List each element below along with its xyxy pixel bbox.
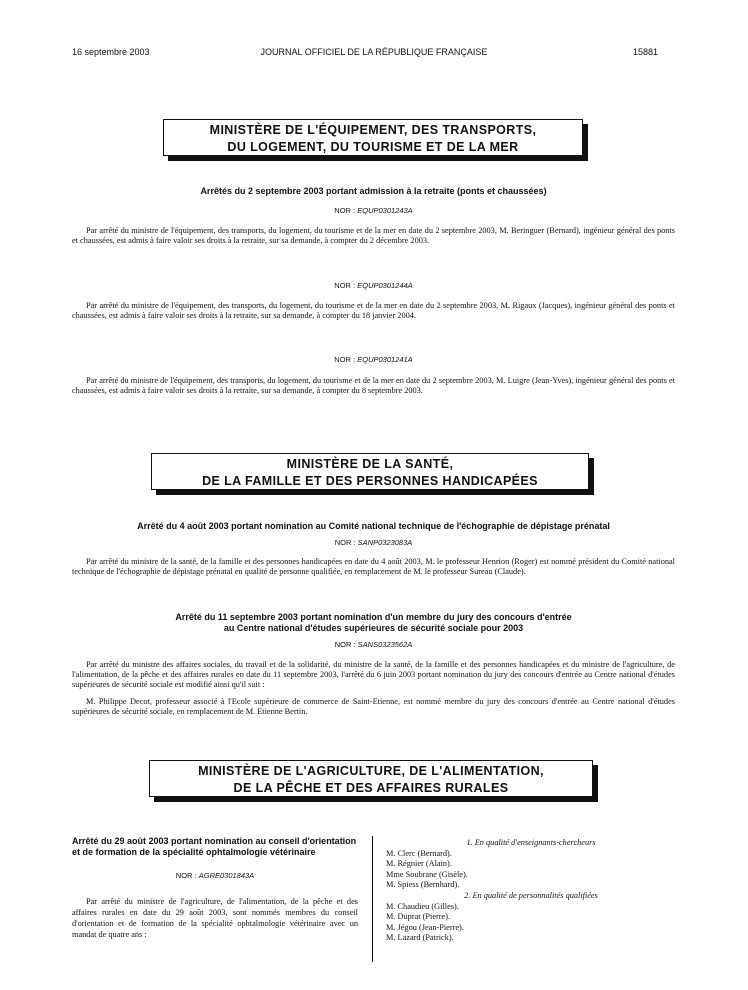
section-title-echographie: Arrêté du 4 août 2003 portant nomination au Comité national technique de l'échographie de dépistage prénatal [137,521,610,531]
arrete-paragraph: M. Philippe Decot, professeur associé à l'Ecole supérieure de commerce de Saint-Etienne, est nommé membre du jury des concours d'entrée au Centre national d'études supérieures de sécurité sociale, en remplacement de M. Etienne Bertin. [72,697,675,717]
nor-label: NOR : [334,538,356,547]
list-item: M. Chaudieu (Gilles). [386,901,459,911]
arrete-paragraph: Par arrêté du ministre de l'équipement, des transports, du logement, du tourisme et de la mer en date du 2 septembre 2003, M. Beringuer (Bernard), ingénieur général des ponts et chaussées, est admis à faire valoir ses droits à la retraite, sur sa demande, à compter du 2 décembre 2003. [72,226,675,246]
arrete-paragraph: Par arrêté du ministre de l'agriculture, de l'alimentation, de la pêche et des affaires rurales en date du 29 août 2003, sont nommés membres du conseil d'orientation et de formation de la spécialité ophtalmologie vétérinaire avec un mandat de quatre ans : [72,897,358,939]
arrete-paragraph: Par arrêté du ministre de la santé, de la famille et des personnes handicapées en date du 4 août 2003, M. le professeur Henrion (Roger) est nommé président du Comité national technique de l'échographie de dépistage prénatal en qualité de personne qualifiée, en remplacement de M. le professeur Sureau (Claude). [72,557,675,577]
section-title-ophtalmologie: Arrêté du 29 août 2003 portant nomination au conseil d'orientation et de formation de la spécialité ophtalmologie vétérinaire [72,836,357,857]
list-item: M. Duprat (Pierre). [386,912,451,922]
nor-label: NOR : [334,206,356,215]
ministry-agriculture-line1: MINISTÈRE DE L'AGRICULTURE, DE L'ALIMENTATION, [198,764,544,778]
list-item: Mme Soubrane (Gisèle). [386,869,468,879]
nor-reference [72,206,675,215]
nor-label: NOR : [334,355,356,364]
arrete-paragraph: Par arrêté du ministre des affaires sociales, du travail et de la solidarité, du ministre de la santé, de la famille et des personnes handicapées et du ministre de l'agriculture, de l'alimentation, de la pêche et des affaires rurales en date du 11 septembre 2003, l'arrêté du 6 juin 2003 portant nomination du jury des concours d'entrée au Centre national d'études supérieures de sécurité sociale est modifié ainsi qu'il suit : [72,660,675,690]
nor-code: SANS0323562A [357,640,413,649]
nor-reference [72,871,358,880]
ministry-box-sante [151,453,589,490]
ministry-equipement-line1: MINISTÈRE DE L'ÉQUIPEMENT, DES TRANSPORTS, [209,123,537,137]
section-title-retraite: Arrêtés du 2 septembre 2003 portant admission à la retraite (ponts et chaussées) [200,186,547,196]
nor-code: AGRE0301843A [198,871,255,880]
nor-label: NOR : [334,281,356,290]
arrete-paragraph: Par arrêté du ministre de l'équipement, des transports, du logement, du tourisme et de la mer en date du 2 septembre 2003, M. Luigre (Jean-Yves), ingénieur général des ponts et chaussées, est admis à faire valoir ses droits à la retraite, sur sa demande, à compter du 8 septembre 2003. [72,376,675,396]
nor-reference [72,281,675,290]
nor-reference [72,355,675,364]
column-divider [372,836,373,962]
section-title-jury [72,612,675,634]
section-title-jury-line1: Arrêté du 11 septembre 2003 portant nomination d'un membre du jury des concours d'entrée [175,612,572,622]
list-item: M. Lazard (Patrick). [386,933,454,943]
nor-label: NOR : [175,871,197,880]
right-column [386,838,676,944]
nor-code: EQUP0301241A [357,355,413,364]
ministry-agriculture-line2: DE LA PÊCHE ET DES AFFAIRES RURALES [233,781,509,795]
group-heading-personnalites: 2. En qualité de personnalités qualifiées [464,890,598,900]
header-date: 16 septembre 2003 [72,47,150,57]
ministry-equipement-line2: DU LOGEMENT, DU TOURISME ET DE LA MER [227,140,519,154]
nor-reference [72,538,675,547]
nor-reference [72,640,675,649]
header-page-number: 15881 [632,47,658,57]
ministry-box-equipement [163,119,583,156]
section-title-jury-line2: au Centre national d'études supérieures de sécurité sociale pour 2003 [223,623,524,633]
list-item: M. Clerc (Bernard). [386,848,452,858]
nor-code: EQUP0301244A [357,281,413,290]
nor-label: NOR : [334,640,356,649]
list-item: M. Régnier (Alain). [386,859,452,869]
header-journal-title: JOURNAL OFFICIEL DE LA RÉPUBLIQUE FRANÇAISE [260,47,488,57]
group-heading-enseignants: 1. En qualité d'enseignants-chercheurs [466,838,596,847]
list-item: M. Jégou (Jean-Pierre). [386,922,464,932]
left-column [72,836,358,940]
ministry-box-agriculture [149,760,593,797]
nor-code: EQUP0301243A [357,206,413,215]
nor-code: SANP0323083A [357,538,413,547]
list-item: M. Spiess (Bernhard). [386,880,460,890]
ministry-sante-line2: DE LA FAMILLE ET DES PERSONNES HANDICAPÉES [202,474,538,488]
arrete-paragraph: Par arrêté du ministre de l'équipement, des transports, du logement, du tourisme et de la mer en date du 2 septembre 2003, M. Rigaux (Jacques), ingénieur général des ponts et chaussées, est admis à faire valoir ses droits à la retraite, sur sa demande, à compter du 18 janvier 2004. [72,301,675,321]
ministry-sante-line1: MINISTÈRE DE LA SANTÉ, [286,457,454,471]
